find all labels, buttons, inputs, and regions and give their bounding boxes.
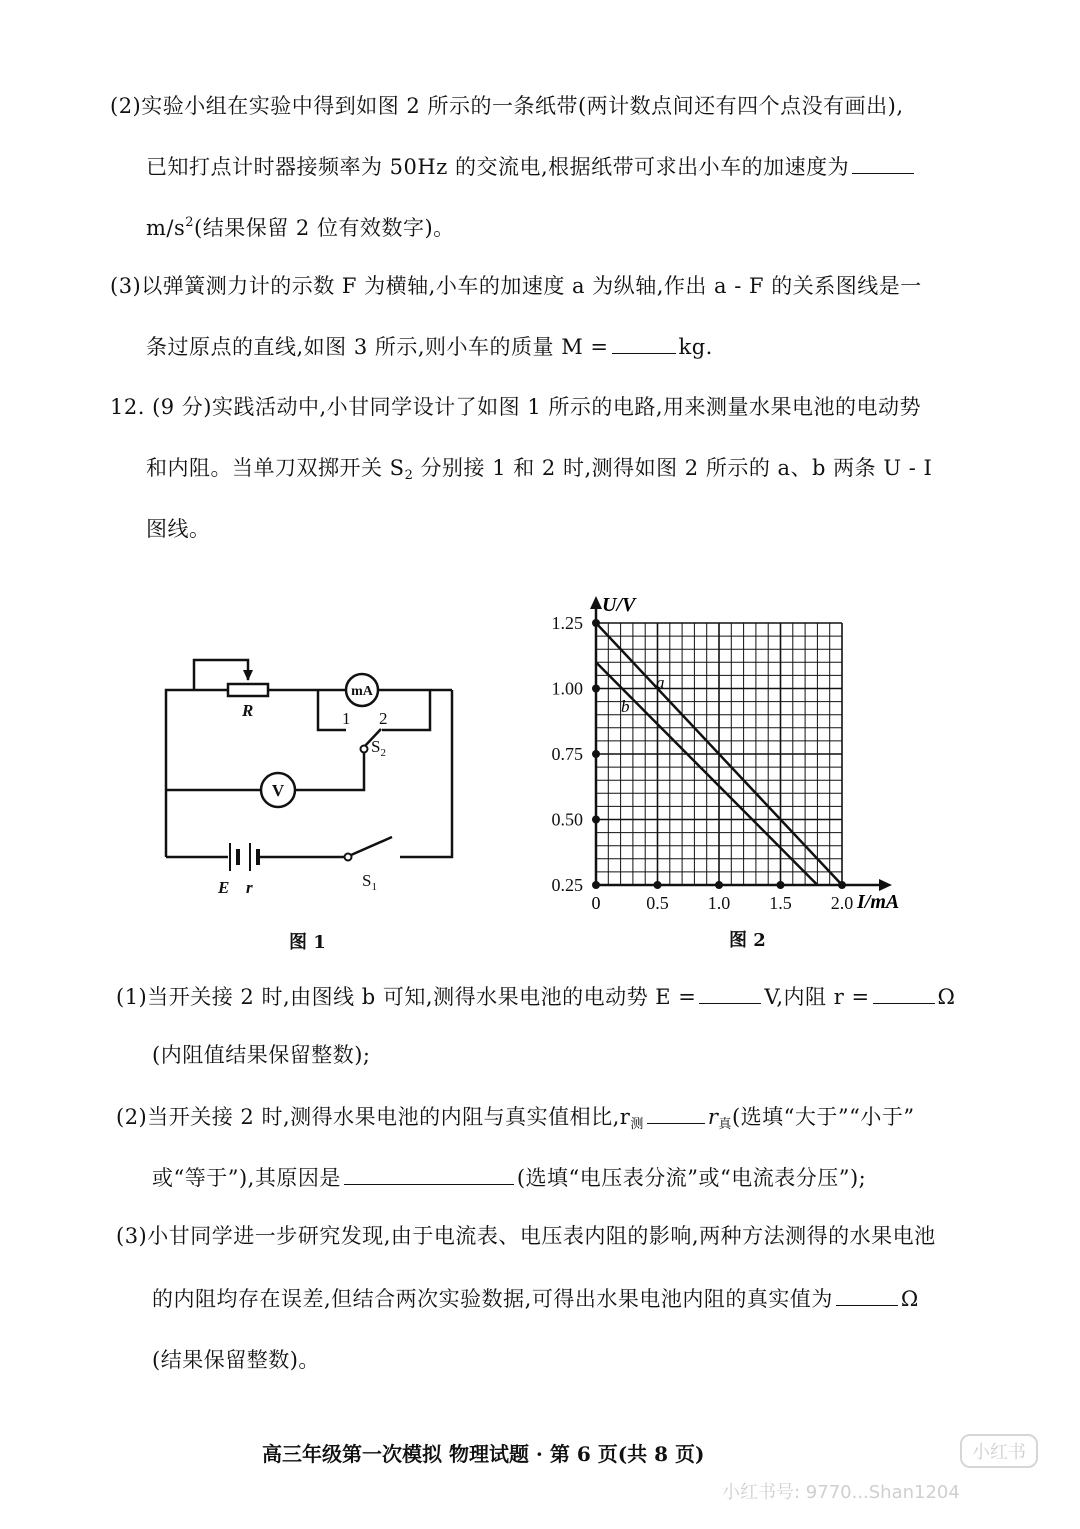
- true-resistance-answer-blank[interactable]: [836, 1287, 898, 1306]
- terminal-1-label: 1: [342, 709, 351, 728]
- q12-part2-text: (2)当开关接 2 时,测得水果电池的内阻与真实值相比,r: [116, 1105, 631, 1129]
- y-tick-label: 0.75: [551, 744, 583, 764]
- wire: [400, 690, 452, 857]
- q11-part3-text: 条过原点的直线,如图 3 所示,则小车的质量 M =: [146, 335, 609, 359]
- q12-line3: 图线。: [146, 517, 211, 541]
- x-tick-label: 1.5: [769, 893, 792, 913]
- y-tick-label: 1.25: [551, 613, 583, 633]
- answer-blank[interactable]: [612, 335, 676, 354]
- q11-part3-line2: [146, 335, 713, 358]
- resistor: [228, 684, 268, 696]
- milliammeter-label: mA: [351, 684, 373, 699]
- circuit-diagram: [150, 640, 480, 910]
- q11-part2-note: (结果保留 2 位有效数字)。: [194, 216, 455, 240]
- page-footer: 高三年级第一次模拟 物理试题 · 第 6 页(共 8 页): [262, 1442, 705, 1466]
- y-axis-label: U/V: [602, 594, 636, 616]
- q12-part1-line1: [116, 985, 955, 1008]
- y-tick-label: 1.00: [551, 678, 583, 699]
- wire: [382, 690, 430, 730]
- emf-answer-blank[interactable]: [699, 985, 761, 1004]
- switch-s2-label: $S_2$: [371, 737, 386, 759]
- x-axis-arrow: [879, 879, 892, 891]
- q12-line2: [146, 458, 932, 482]
- q12-part1-text: V,内阻 r =: [764, 985, 870, 1009]
- subscript: 真: [718, 1117, 732, 1132]
- q12-part2-text: (选填“大于”“小于”: [731, 1105, 915, 1129]
- unit-text: kg.: [678, 335, 713, 359]
- terminal-2-label: 2: [379, 709, 388, 728]
- series-b-label: b: [621, 697, 630, 716]
- x-tick-label: 1.0: [707, 893, 731, 913]
- watermark-id: 小红书号: 9770...Shan1204: [722, 1482, 960, 1503]
- y-tick-dot: [592, 685, 600, 693]
- q12-text: 分别接 1 和 2 时,测得如图 2 所示的 a、b 两条 U - I: [413, 456, 933, 480]
- switch-pivot: [361, 746, 368, 753]
- unit-text: m/s: [146, 216, 186, 240]
- x-tick-dot: [777, 881, 785, 889]
- switch-s1-label: $S_1$: [362, 871, 377, 893]
- unit-superscript: 2: [185, 215, 195, 230]
- y-tick-dot: [592, 881, 600, 889]
- q11-part2-line1: (2)实验小组在实验中得到如图 2 所示的一条纸带(两计数点间还有四个点没有画出),: [110, 94, 904, 118]
- q12-part3-line3: (结果保留整数)。: [152, 1348, 320, 1372]
- q12-text: 和内阻。当单刀双掷开关 S: [146, 456, 405, 480]
- x-tick-dot: [654, 881, 662, 889]
- y-tick-dot: [592, 750, 600, 758]
- wire: [295, 752, 364, 790]
- figure2-caption: 图 2: [729, 930, 766, 951]
- chart-axes: [590, 596, 892, 891]
- switch-s1-blade: [351, 837, 392, 855]
- subscript: 2: [404, 468, 414, 483]
- q11-part2-line2: [146, 155, 917, 178]
- q11-part2-line3: [146, 216, 455, 239]
- series-a-label: a: [656, 673, 665, 692]
- x-tick-dot: [715, 881, 723, 889]
- x-axis-label: I/mA: [857, 891, 900, 913]
- comparison-answer-blank[interactable]: [647, 1105, 705, 1124]
- origin-label: 0: [591, 893, 601, 913]
- q12-part2-text: 或“等于”),其原因是: [152, 1166, 341, 1190]
- voltmeter-label: V: [271, 781, 285, 800]
- y-axis-arrow: [590, 596, 602, 609]
- q12-line1: 12. (9 分)实践活动中,小甘同学设计了如图 1 所示的电路,用来测量水果电池的电动势: [110, 395, 922, 419]
- q12-part3-text: 的内阻均存在误差,但结合两次实验数据,可得出水果电池内阻的真实值为: [152, 1287, 833, 1311]
- q11-part2-text: 已知打点计时器接频率为 50Hz 的交流电,根据纸带可求出小车的加速度为: [146, 155, 850, 179]
- q12-part1-text: (1)当开关接 2 时,由图线 b 可知,测得水果电池的电动势 E =: [116, 985, 697, 1009]
- q12-part2-line1: [116, 1105, 915, 1131]
- slider-arrow: [243, 670, 253, 681]
- y-tick-label: 0.25: [551, 875, 583, 895]
- unit-ohm: Ω: [937, 985, 956, 1009]
- y-tick-label: 0.50: [551, 809, 583, 830]
- emf-label: E: [218, 878, 230, 897]
- answer-blank[interactable]: [852, 155, 914, 174]
- switch-pivot: [345, 854, 352, 861]
- figure1-caption: 图 1: [289, 932, 326, 953]
- q12-part2-line2: [152, 1166, 866, 1189]
- reason-answer-blank[interactable]: [344, 1166, 514, 1185]
- watermark-logo: 小红书: [960, 1434, 1038, 1468]
- wire: [166, 690, 228, 857]
- q12-part2-symbol: r: [707, 1105, 719, 1129]
- q12-part2-text: (选填“电压表分流”或“电流表分压”);: [516, 1166, 867, 1190]
- y-tick-dot: [592, 816, 600, 824]
- battery: [230, 843, 258, 871]
- resistor-label: R: [242, 701, 254, 720]
- q12-part3-line1: (3)小甘同学进一步研究发现,由于电流表、电压表内阻的影响,两种方法测得的水果电池: [116, 1224, 936, 1248]
- q12-part1-line2: (内阻值结果保留整数);: [152, 1043, 371, 1067]
- q12-part3-line2: [152, 1287, 919, 1310]
- ui-graph: [520, 588, 920, 918]
- resistance-answer-blank[interactable]: [873, 985, 935, 1004]
- subscript: 测: [630, 1117, 644, 1132]
- internal-resistance-label: r: [246, 878, 253, 897]
- x-tick-label: 0.5: [646, 893, 669, 913]
- x-tick-label: 2.0: [830, 893, 854, 913]
- q11-part3-line1: (3)以弹簧测力计的示数 F 为横轴,小车的加速度 a 为纵轴,作出 a - F 的关系图线是一: [110, 274, 922, 298]
- unit-ohm: Ω: [900, 1287, 919, 1311]
